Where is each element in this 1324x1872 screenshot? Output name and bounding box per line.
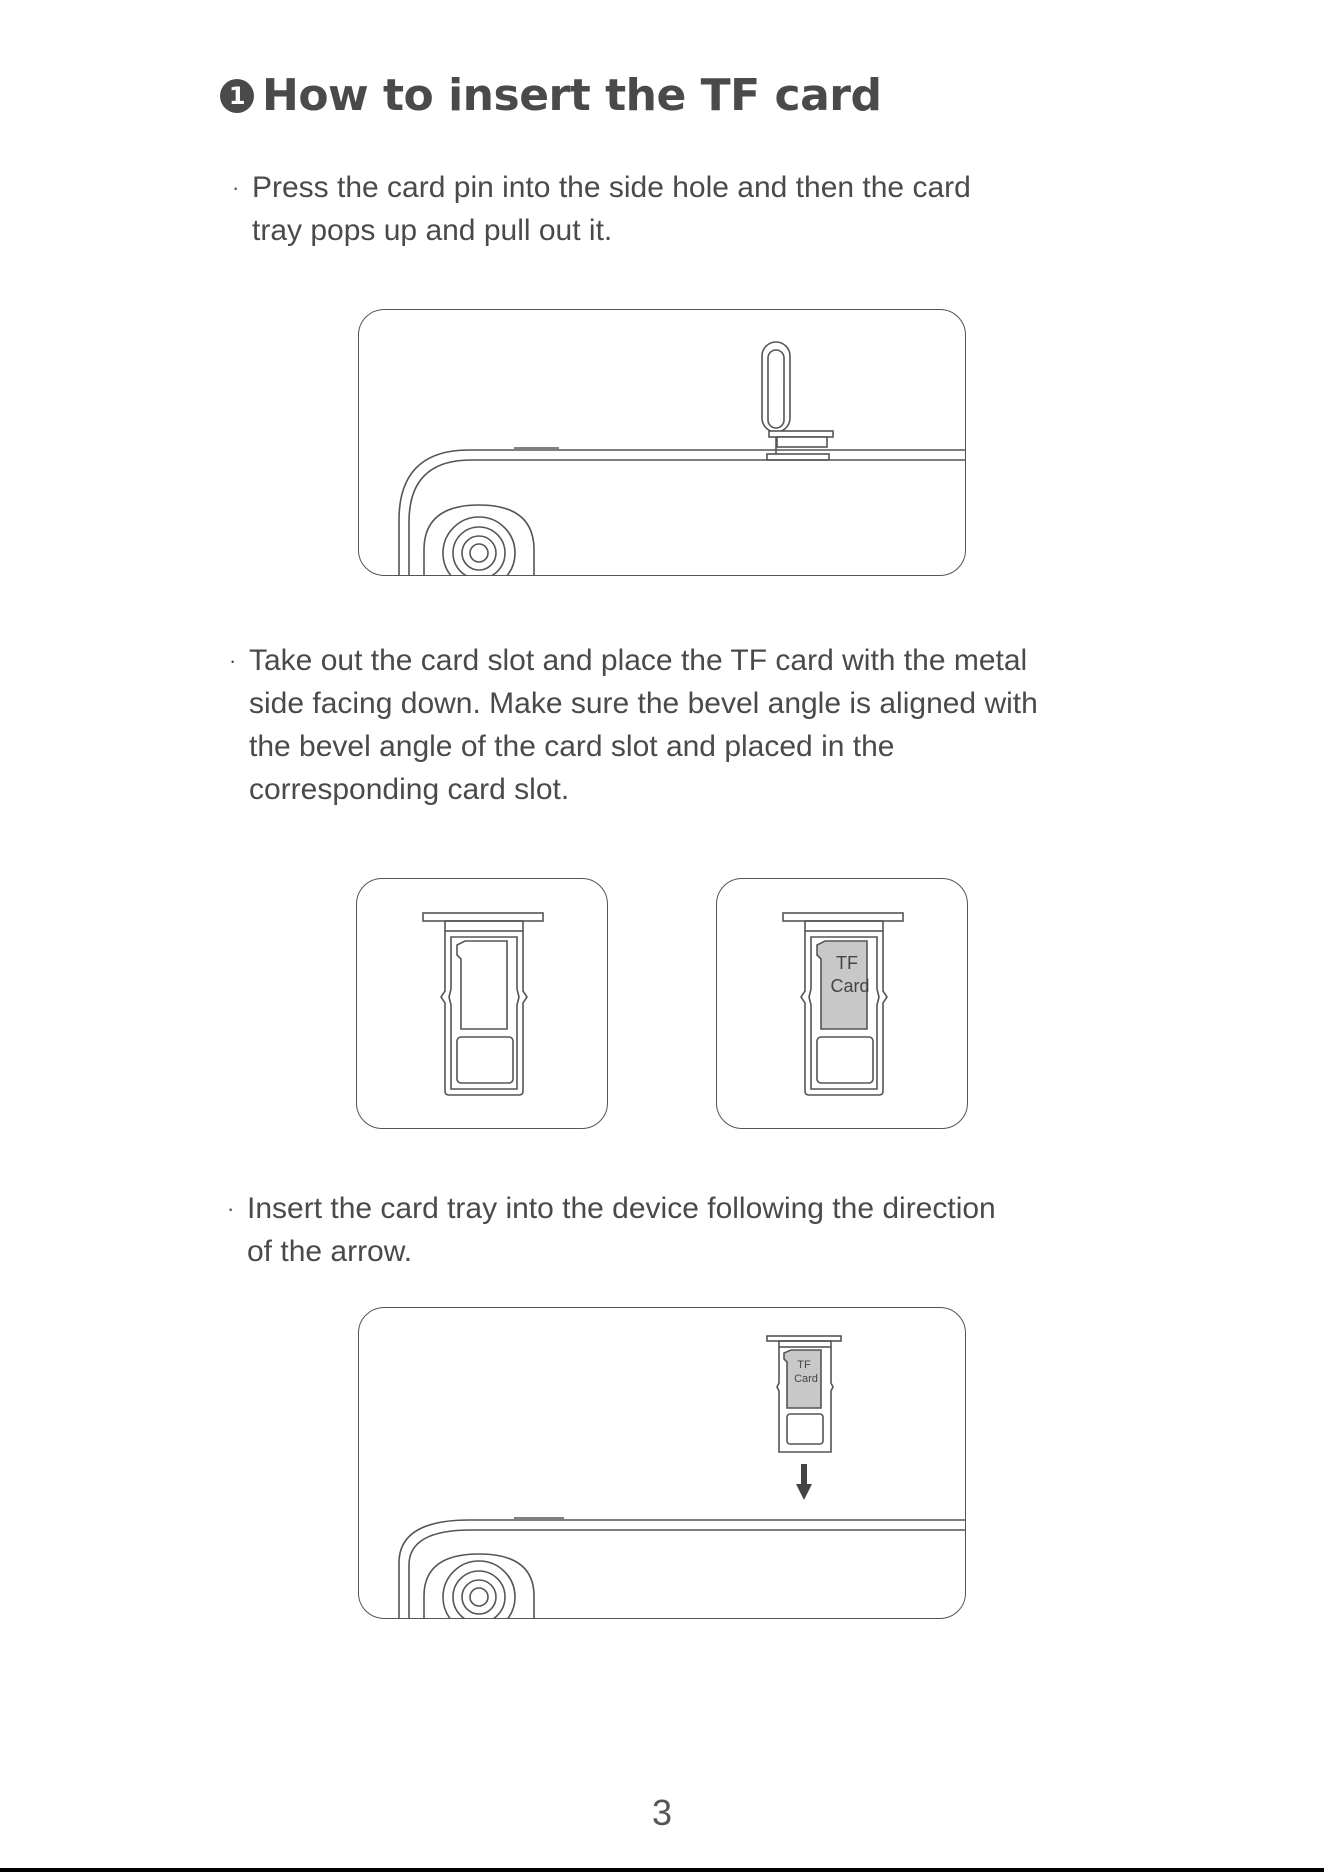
- small-tf-label-line-1: TF: [797, 1359, 811, 1371]
- step-3-text: [227, 1187, 996, 1273]
- tf-card-label-line-2: Card: [830, 976, 870, 996]
- step-3-line-2: of the arrow.: [247, 1235, 413, 1268]
- illustration-empty-tray: [356, 878, 608, 1129]
- card-pin-icon: [762, 342, 833, 454]
- step-2-line-3: the bevel angle of the card slot and placed in the: [249, 730, 895, 763]
- step-1-text: [232, 166, 971, 252]
- illustration-pin-eject: [358, 309, 966, 576]
- step-2-line-4: corresponding card slot.: [249, 773, 570, 806]
- bullet: ·: [229, 648, 237, 673]
- insert-tray-drawing: [359, 1308, 966, 1619]
- title-text: How to insert the TF card: [262, 70, 882, 121]
- illustration-tray-with-card: [716, 878, 968, 1129]
- bullet: ·: [232, 175, 240, 200]
- page-number: 3: [651, 1792, 673, 1833]
- bottom-rule: [0, 1868, 1324, 1872]
- step-3-line-1: Insert the card tray into the device following the direction: [247, 1192, 996, 1225]
- illustration-insert-tray: [358, 1307, 966, 1619]
- step-1-line-1: Press the card pin into the side hole and then the card: [252, 171, 971, 204]
- page-title: [220, 70, 881, 121]
- step-2-line-1: Take out the card slot and place the TF card with the metal: [249, 644, 1028, 677]
- step-2-line-2: side facing down. Make sure the bevel angle is aligned with: [249, 687, 1038, 720]
- step-2-text: [229, 639, 1038, 811]
- tf-card-label-line-1: TF: [836, 953, 858, 973]
- camera-lens-icon: [424, 1554, 534, 1619]
- empty-tray-drawing: [357, 879, 608, 1129]
- small-tf-label-line-2: Card: [794, 1373, 818, 1385]
- bullet: ·: [227, 1196, 235, 1221]
- device-edge-drawing: [359, 310, 966, 576]
- step-1-line-2: tray pops up and pull out it.: [252, 214, 613, 247]
- loaded-tray-drawing: [717, 879, 968, 1129]
- number-one-circle-icon: 1: [220, 79, 254, 113]
- camera-lens-icon: [424, 505, 534, 576]
- down-arrow-icon: [796, 1464, 812, 1500]
